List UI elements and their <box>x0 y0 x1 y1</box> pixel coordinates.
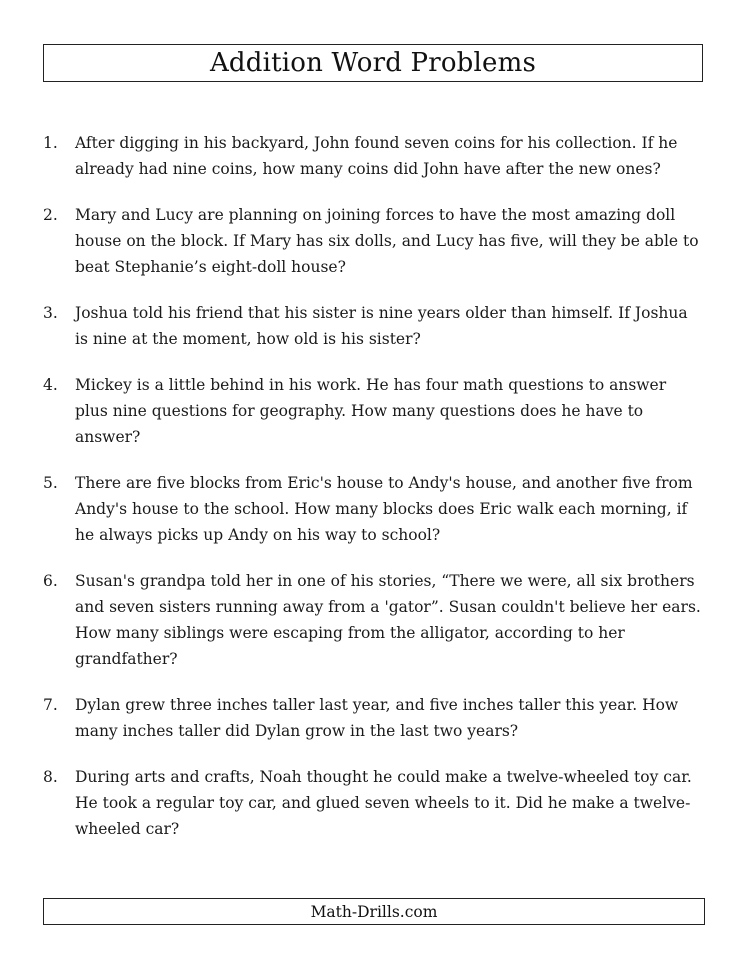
problem-number: 7. <box>43 696 58 714</box>
problem-number: 3. <box>43 304 58 322</box>
problem-number: 5. <box>43 474 58 492</box>
problem-text: Joshua told his friend that his sister is nine years older than himself. If Joshua is nine at the moment, how old is his sister? <box>75 304 688 348</box>
problem-item-5 <box>43 470 703 548</box>
problem-text: Mickey is a little behind in his work. He has four math questions to answer plus nine questions for geography. How many questions does he have to answer? <box>75 376 667 446</box>
problem-number: 2. <box>43 206 58 224</box>
problem-text: During arts and crafts, Noah thought he could make a twelve-wheeled toy car. He took a regular toy car, and glued seven wheels to it. Did he make a twelve-wheeled car? <box>75 768 692 838</box>
problem-item-6 <box>43 568 703 672</box>
problem-number: 6. <box>43 572 58 590</box>
worksheet-title-box <box>43 44 703 82</box>
problem-number: 8. <box>43 768 58 786</box>
problem-item-2 <box>43 202 703 280</box>
problem-item-4 <box>43 372 703 450</box>
problem-item-7 <box>43 692 703 744</box>
problem-text: Dylan grew three inches taller last year, and five inches taller this year. How many inches taller did Dylan grow in the last two years? <box>75 696 679 740</box>
problem-number: 1. <box>43 134 58 152</box>
problem-item-8 <box>43 764 703 842</box>
problem-number: 4. <box>43 376 58 394</box>
problem-text: There are five blocks from Eric's house to Andy's house, and another five from Andy's house to the school. How many blocks does Eric walk each morning, if he always picks up Andy on his way to school? <box>75 474 693 544</box>
worksheet-title: Addition Word Problems <box>209 48 537 78</box>
problem-text: Susan's grandpa told her in one of his stories, “There we were, all six brothers and seven sisters running away from a 'gator”. Susan couldn't believe her ears. How many siblings were escaping from the alligator, according to her grandfather? <box>75 572 701 668</box>
problem-text: Mary and Lucy are planning on joining forces to have the most amazing doll house on the block. If Mary has six dolls, and Lucy has five, will they be able to beat Stephanie’s eight-doll house? <box>75 206 699 276</box>
problem-item-1 <box>43 130 703 182</box>
problem-item-3 <box>43 300 703 352</box>
footer-site-name: Math-Drills.com <box>310 902 438 921</box>
problem-text: After digging in his backyard, John found seven coins for his collection. If he already had nine coins, how many coins did John have after the new ones? <box>75 134 678 178</box>
problem-list <box>43 130 703 862</box>
footer-box <box>43 898 705 925</box>
